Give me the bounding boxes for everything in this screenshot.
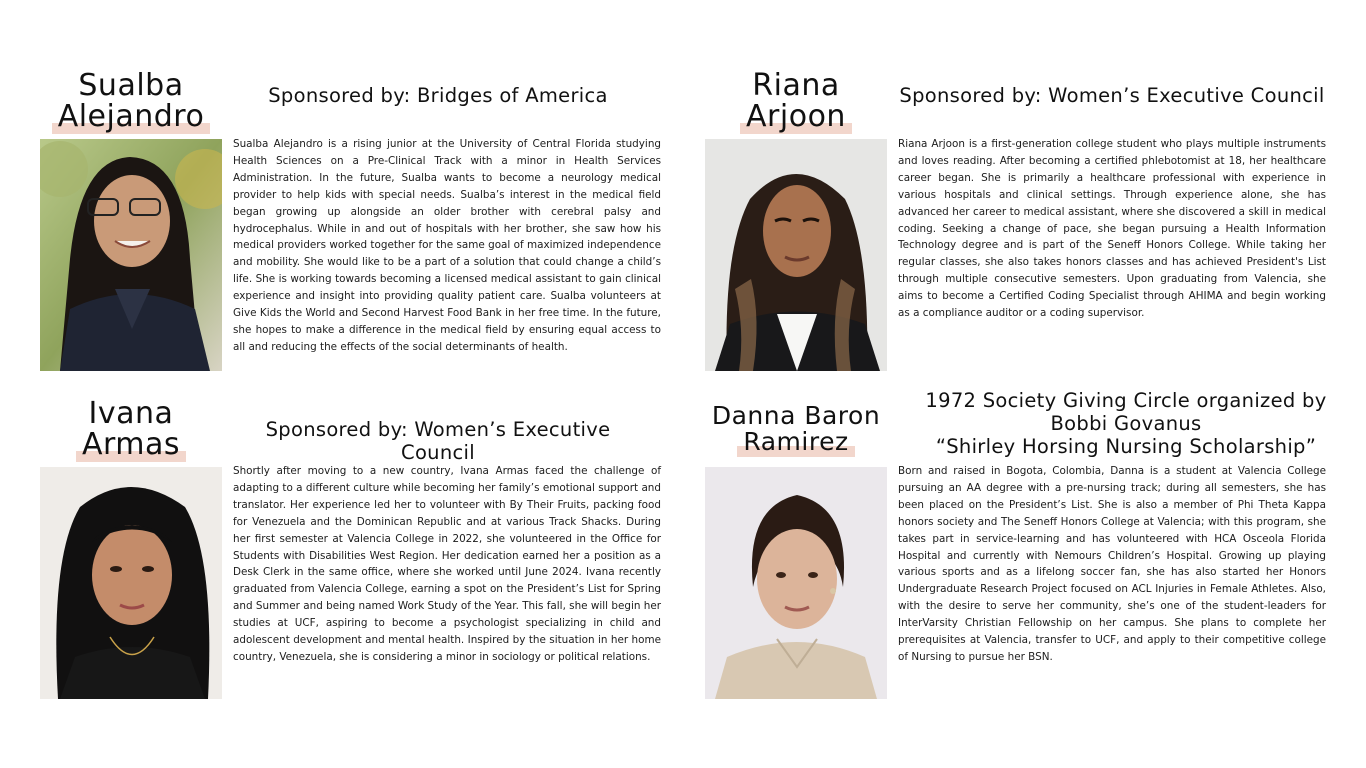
name-line-1: Ivana: [88, 396, 174, 431]
sponsor-heading: Sponsored by: Bridges of America: [268, 84, 608, 107]
name-line-1: Danna Baron: [711, 401, 881, 430]
name-line-2-wrap: [700, 429, 892, 455]
student-name: [40, 398, 222, 460]
sponsor-line-3: “Shirley Horsing Nursing Scholarship”: [935, 435, 1317, 458]
student-photo: [40, 139, 222, 371]
student-bio: Born and raised in Bogota, Colombia, Danna is a student at Valencia College pursuing an AA degree with a pre-nursing track; during all semesters, she has been placed on the President’s List. She is also a member of Phi Theta Kappa honors society and The Seneff Honors College at Valencia; with this program, she takes part in service-learning and has volunteered with HCA Osceola Florida Hospital and currently with Nemours Children’s Hospital. Growing up playing various sports and as a lifelong soccer fan, she has also started her Honors Undergraduate Research Project focused on ACL Injuries in Female Athletes. Also, with the desire to serve her community, she’s one of the student-leaders for InterVarsity Christian Fellowship on her campus. She plans to complete her prerequisites at Valencia, transfer to UCF, and apply to their competitive college of Nursing to pursue her BSN.: [898, 465, 1326, 663]
portrait-image: [40, 467, 222, 699]
portrait-image: [705, 467, 887, 699]
portrait-image: [40, 139, 222, 371]
name-line-2: Alejandro: [57, 99, 205, 134]
sponsor-heading: [912, 389, 1340, 458]
student-photo: [705, 467, 887, 699]
sponsor-heading: Sponsored by: Women’s Executive Council: [899, 84, 1325, 107]
student-name: [705, 70, 887, 132]
name-line-2-wrap: [40, 429, 222, 460]
name-line-2: Armas: [81, 427, 181, 462]
student-bio: Shortly after moving to a new country, Ivana Armas faced the challenge of adapting to a different culture while becoming her family’s emotional support and translator. Her experience led her to volunteer with By Their Fruits, packing food for Venezuela and the Dominican Republic and at various Track Shacks. During her first semester at Valencia College in 2022, she volunteered in the Office for Students with Disabilities West Region. Her dedication earned her a position as a Desk Clerk in the same office, where she worked until June 2024. Ivana recently graduated from Valencia College, earning a spot on the President’s List for Spring and Summer and being named Work Study of the Year. This fall, she will begin her studies at UCF, aspiring to become a psychologist specializing in child and adolescent development and mental health. Inspired by the situation in her home country, Venezuela, she is considering a minor in sociology or political relations.: [233, 465, 661, 663]
name-line-2: Arjoon: [746, 99, 846, 134]
student-name: [700, 403, 892, 455]
student-photo: [40, 467, 222, 699]
sponsor-line-2: Bobbi Govanus: [1050, 412, 1202, 435]
portrait-image: [705, 139, 887, 371]
sponsor-line-1: 1972 Society Giving Circle organized by: [925, 389, 1327, 412]
student-photo: [705, 139, 887, 371]
student-name: [40, 70, 222, 132]
name-line-2-wrap: [705, 101, 887, 132]
name-line-2: Ramirez: [743, 427, 849, 456]
name-line-1: Sualba: [78, 68, 184, 103]
student-bio: Sualba Alejandro is a rising junior at the University of Central Florida studying Health Sciences on a Pre-Clinical Track with a minor in Health Services Administration. In the future, Sualba wants to become a neurology medical provider to help kids with special needs. Sualba’s interest in the medical field began growing up alongside an older brother with cerebral palsy and hydrocephalus. While in and out of hospitals with her brother, she saw how his medical providers worked together for the same goal of maximized independence and mobility. She would like to be a part of a solution that could change a child’s life. She is working towards becoming a licensed medical assistant to gain clinical experience and insight into providing quality patient care. Sualba volunteers at Give Kids the World and Second Harvest Food Bank in her free time. In the future, she hopes to make a difference in the medical field by ensuring equal access to all and reducing the effects of the social determinants of health.: [233, 138, 661, 353]
sponsor-heading: Sponsored by: Women’s Executive Council: [265, 418, 611, 464]
student-bio: Riana Arjoon is a first-generation college student who plays multiple instruments and loves reading. After becoming a certified phlebotomist at 18, her healthcare career began. She is primarily a healthcare professional with experience in various hospitals and clinical settings. Through experience alone, she has advanced her career to medical assistant, where she discovered a skill in medical coding. Seeking a change of pace, she began pursuing a Health Information Technology degree and is part of the Seneff Honors College. While taking her regular classes, she also takes honors classes and has achieved President's List through multiple consecutive semesters. Upon graduating from Valencia, she aims to become a Certified Coding Specialist through AHIMA and begin working as a compliance auditor or a coding supervisor.: [898, 138, 1326, 320]
name-line-2-wrap: [40, 101, 222, 132]
name-line-1: Riana: [752, 68, 840, 103]
